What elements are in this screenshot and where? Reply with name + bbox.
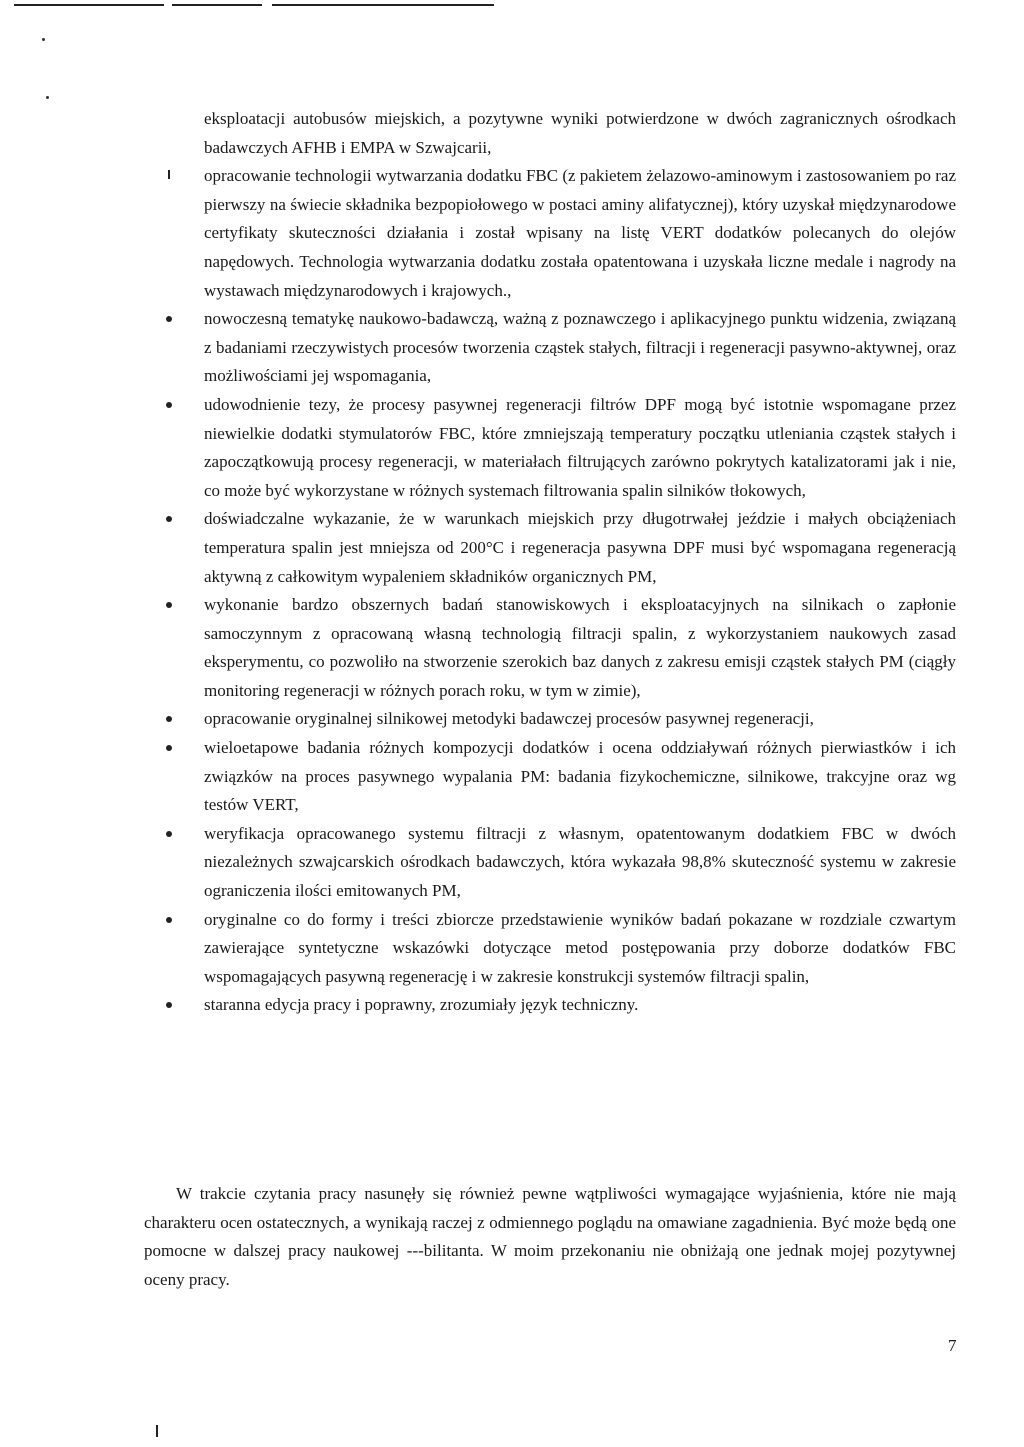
list-marker xyxy=(168,170,170,179)
scan-top-border xyxy=(0,0,1024,10)
list-item-text: doświadczalne wykazanie, że w warunkach miejskich przy długotrwałej jeździe i małych obciążeniach temperatura spalin jest mniejsza od 200°C i regeneracja pasywna DPF musi być wspomagana regeneracją aktywną z całkowitym wypaleniem składników organicznych PM, xyxy=(204,509,956,586)
bullet-icon xyxy=(166,716,172,722)
list-item xyxy=(166,734,956,820)
list-item-text: oryginalne co do formy i treści zbiorcze przedstawienie wyników badań pokazane w rozdziale czwartym zawierające syntetyczne wskazówki dotyczące metod postępowania przy doborze dodatków FBC wspomagających pasywną regenerację i w zakresie konstrukcji systemów filtracji spalin, xyxy=(204,909,956,986)
list-item-text: nowoczesną tematykę naukowo-badawczą, ważną z poznawczego i aplikacyjnego punktu widzenia, związaną z badaniami rzeczywistych procesów tworzenia cząstek stałych, filtracji i regeneracji pasywno-aktywnej, oraz możliwościami jej wspomagania, xyxy=(204,309,956,386)
bullet-icon xyxy=(166,831,172,837)
scan-mark xyxy=(156,1425,158,1437)
list-item xyxy=(166,505,956,591)
achievements-list xyxy=(166,105,956,1020)
list-item xyxy=(166,591,956,705)
list-item-text: staranna edycja pracy i poprawny, zrozumiały język techniczny. xyxy=(204,995,639,1015)
page-number: 7 xyxy=(948,1336,957,1355)
list-item-text: opracowanie technologii wytwarzania dodatku FBC (z pakietem żelazowo-aminowym i zastosowaniem po raz pierwszy na świecie składnika bezpopiołowego w postaci aminy alifatycznej), który uzyskał międzynarodowe certyfikaty skuteczności działania i został wpisany na listę VERT dodatków polecanych do olejów napędowych. Technologia wytwarzania dodatku została opatentowana i uzyskała liczne medale i nagrody na wystawach międzynarodowych i krajowych., xyxy=(204,166,957,300)
closing-paragraph: W trakcie czytania pracy nasunęły się również pewne wątpliwości wymagające wyjaśnienia, które nie mają charakteru ocen ostatecznych, a wynikają raczej z odmiennego poglądu na omawiane zagadnienia. Być może będą one pomocne w dalszej pracy naukowej ---bilitanta. W moim przekonaniu nie obniżają one jednak mojej pozytywnej oceny pracy. xyxy=(144,1184,956,1289)
list-item-text: wykonanie bardzo obszernych badań stanowiskowych i eksploatacyjnych na silnikach o zapłonie samoczynnym z opracowaną własną technologią filtracji spalin, z wykorzystaniem naukowych zasad eksperymentu, co pozwoliło na stworzenie szerokich baz danych z zakresu emisji cząstek stałych PM (ciągły monitoring regeneracji w różnych porach roku, w tym w zimie), xyxy=(204,595,956,700)
bullet-icon xyxy=(166,316,172,322)
bullet-icon xyxy=(166,602,172,608)
list-item-text: weryfikacja opracowanego systemu filtracji z własnym, opatentowanym dodatkiem FBC w dwóch niezależnych szwajcarskich ośrodkach badawczych, która wykazała 98,8% skuteczność systemu w zakresie ograniczenia ilości emitowanych PM, xyxy=(204,823,956,901)
bullet-icon xyxy=(166,745,172,751)
scan-speck xyxy=(46,96,49,99)
bullet-icon xyxy=(166,402,172,408)
list-item xyxy=(166,991,956,1020)
list-item-text: opracowanie oryginalnej silnikowej metodyki badawczej procesów pasywnej regeneracji, xyxy=(204,709,814,729)
list-item xyxy=(166,906,956,992)
list-item xyxy=(166,391,956,505)
list-item xyxy=(166,705,956,734)
bullet-icon xyxy=(166,1002,172,1008)
list-item-text: wieloetapowe badania różnych kompozycji dodatków i ocena oddziaływań różnych pierwiastków i ich związków na proces pasywnego wypalania PM: badania fizykochemiczne, silnikowe, trakcyjne oraz wg testów VERT, xyxy=(204,738,956,815)
list-item xyxy=(166,162,956,305)
list-item-text: udowodnienie tezy, że procesy pasywnej regeneracji filtrów DPF mogą być istotnie wspomagane przez niewielkie dodatki stymulatorów FBC, które zmniejszają temperatury początku utleniania cząstek stałych i zapoczątkowują procesy regeneracji, w materiałach filtrujących zarówno pokrytych katalizatorami jak i nie, co może być wykorzystane w różnych systemach filtrowania spalin silników tłokowych, xyxy=(204,394,956,500)
list-item xyxy=(166,305,956,391)
list-item-text: eksploatacji autobusów miejskich, a pozytywne wyniki potwierdzone w dwóch zagranicznych ośrodkach badawczych AFHB i EMPA w Szwajcarii, xyxy=(204,109,956,157)
scan-speck xyxy=(42,38,45,41)
list-item xyxy=(166,820,956,906)
list-item xyxy=(166,105,956,162)
bullet-icon xyxy=(166,516,172,522)
bullet-icon xyxy=(166,917,172,923)
